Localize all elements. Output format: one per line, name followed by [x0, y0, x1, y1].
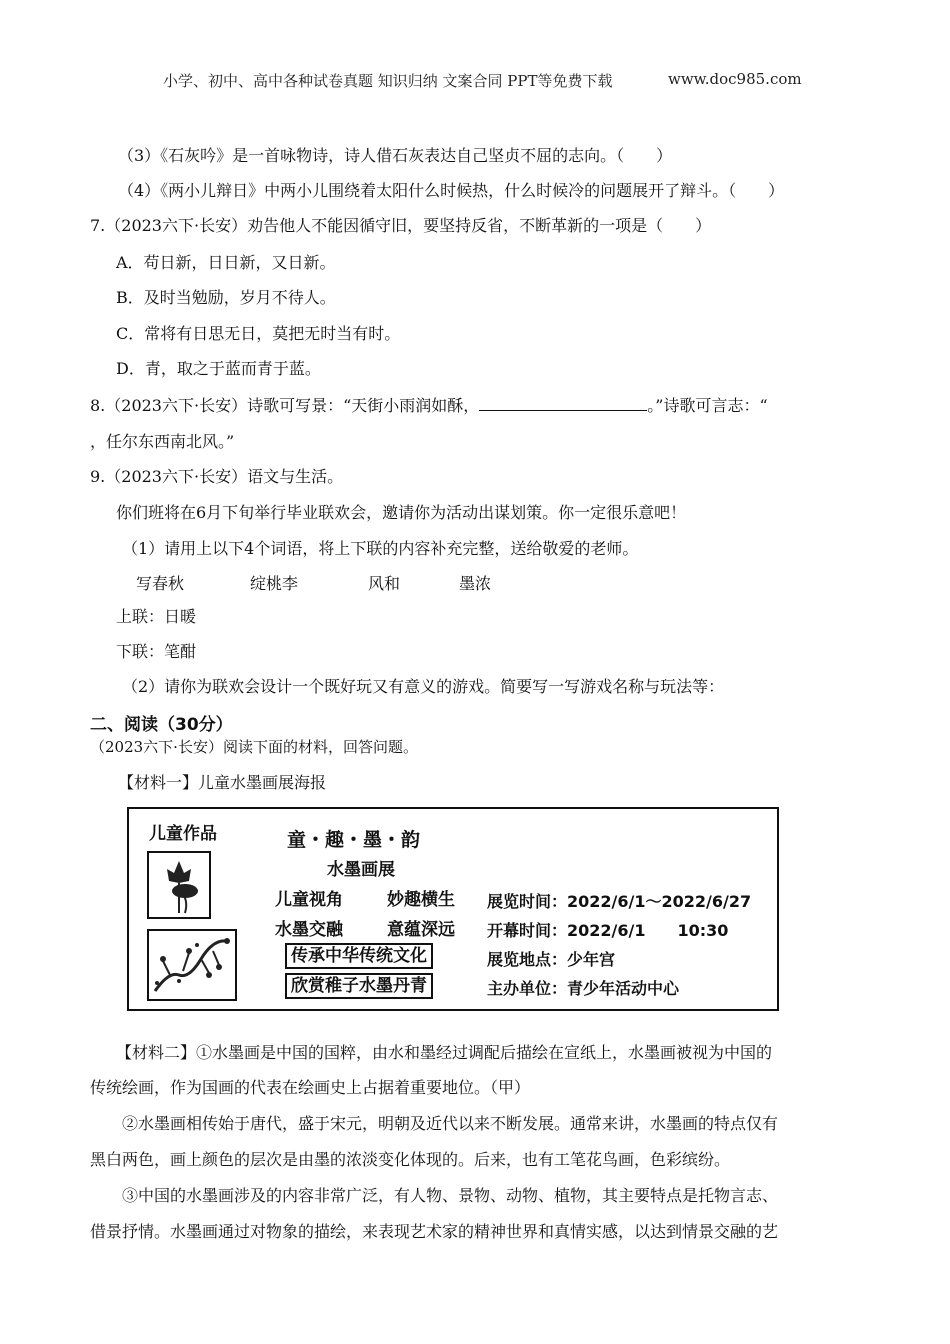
material2-para3-line2: 借景抒情。水墨画通过对物象的描绘，来表现艺术家的精神世界和真情实感，以达到情景交融的艺: [90, 1222, 779, 1241]
poster-subtitle: 水墨画展: [327, 860, 395, 880]
q9-word-1: 写春秋: [136, 574, 185, 593]
q9-stem: 9.（2023六下·长安）语文与生活。: [90, 467, 344, 486]
q6-item4: （4）《两小儿辩日》中两小儿围绕着太阳什么时候热，什么时候冷的问题展开了辩斗。（ ）: [118, 181, 785, 200]
q7-option-a: A．苟日新，日日新，又日新。: [116, 253, 336, 272]
section2-title: 二、阅读（30分）: [90, 715, 233, 735]
poster-phrase-1b: 妙趣横生: [387, 890, 455, 910]
material1-label: 【材料一】儿童水墨画展海报: [118, 773, 327, 792]
q8-part2: 。”诗歌可言志：“: [647, 396, 768, 415]
lotus-painting-image: [147, 851, 211, 919]
plum-branch-icon: [149, 931, 235, 999]
ink-painting-poster: [127, 807, 779, 1011]
page-header-text: 小学、初中、高中各种试卷真题 知识归纳 文案合同 PPT等免费下载: [163, 72, 613, 90]
q9-word-2: 绽桃李: [250, 574, 299, 593]
section2-intro: （2023六下·长安）阅读下面的材料，回答问题。: [90, 738, 418, 756]
q8-part1: 8.（2023六下·长安）诗歌可写景：“天街小雨润如酥，: [90, 396, 480, 415]
poster-phrase-1a: 儿童视角: [275, 890, 343, 910]
poster-corner-label: 儿童作品: [149, 824, 217, 844]
q9-sub1: （1）请用上以下4个词语，将上下联的内容补充完整，送给敬爱的老师。: [122, 539, 639, 558]
material2-para3-line1: ③中国的水墨画涉及的内容非常广泛，有人物、景物、动物、植物，其主要特点是托物言志、: [122, 1186, 779, 1205]
q7-option-b: B．及时当勉励，岁月不待人。: [116, 288, 336, 307]
q9-upper-couplet: 上联：日暖: [116, 607, 197, 626]
q7-option-d: D．青，取之于蓝而青于蓝。: [116, 359, 321, 378]
poster-info-location: 展览地点：少年宫: [487, 950, 616, 969]
poster-title: 童・趣・墨・韵: [287, 829, 421, 851]
poster-phrase-2a: 水墨交融: [275, 920, 343, 940]
poster-phrase-2b: 意蕴深远: [387, 920, 455, 940]
lotus-icon: [149, 853, 209, 917]
q9-sub2: （2）请你为联欢会设计一个既好玩又有意义的游戏。简要写一写游戏名称与玩法等：: [122, 677, 725, 696]
q9-word-3: 风和: [368, 574, 401, 593]
q9-intro: 你们班将在6月下旬举行毕业联欢会，邀请你为活动出谋划策。你一定很乐意吧！: [116, 503, 687, 522]
poster-info-exhibition-time: 展览时间：2022/6/1～2022/6/27: [487, 892, 752, 911]
q6-item3: （3）《石灰吟》是一首咏物诗，诗人借石灰表达自己坚贞不屈的志向。（ ）: [118, 146, 673, 165]
q8-line2: ，任尔东西南北风。”: [90, 432, 235, 451]
poster-info-organizer: 主办单位：青少年活动中心: [487, 979, 680, 998]
poster-info-opening-time: 开幕时间：2022/6/1 10:30: [487, 921, 729, 940]
q7-option-c: C．常将有日思无日，莫把无时当有时。: [116, 324, 401, 343]
material2-para2-line2: 黑白两色，画上颜色的层次是由墨的浓淡变化体现的。后来，也有工笔花鸟画，色彩缤纷。: [90, 1150, 731, 1169]
page-header-site[interactable]: www.doc985.com: [668, 70, 802, 88]
q7-stem: 7.（2023六下·长安）劝告他人不能因循守旧，要坚持反省，不断革新的一项是（ ）: [90, 216, 712, 235]
q9-lower-couplet: 下联：笔酣: [116, 642, 197, 661]
plum-branch-painting-image: [147, 929, 237, 1001]
material2-para1-line2: 传统绘画，作为国画的代表在绘画史上占据着重要地位。（甲）: [90, 1078, 531, 1097]
q8-line1: [90, 396, 768, 416]
q8-blank: [479, 396, 647, 411]
poster-slogan-2: 欣赏稚子水墨丹青: [285, 973, 433, 999]
poster-slogan-1: 传承中华传统文化: [285, 943, 433, 969]
material2-para2-line1: ②水墨画相传始于唐代，盛于宋元，明朝及近代以来不断发展。通常来讲，水墨画的特点仅有: [122, 1114, 779, 1133]
q9-word-4: 墨浓: [459, 574, 492, 593]
material2-para1-line1: 【材料二】①水墨画是中国的国粹，由水和墨经过调配后描绘在宣纸上，水墨画被视为中国的: [116, 1043, 773, 1062]
